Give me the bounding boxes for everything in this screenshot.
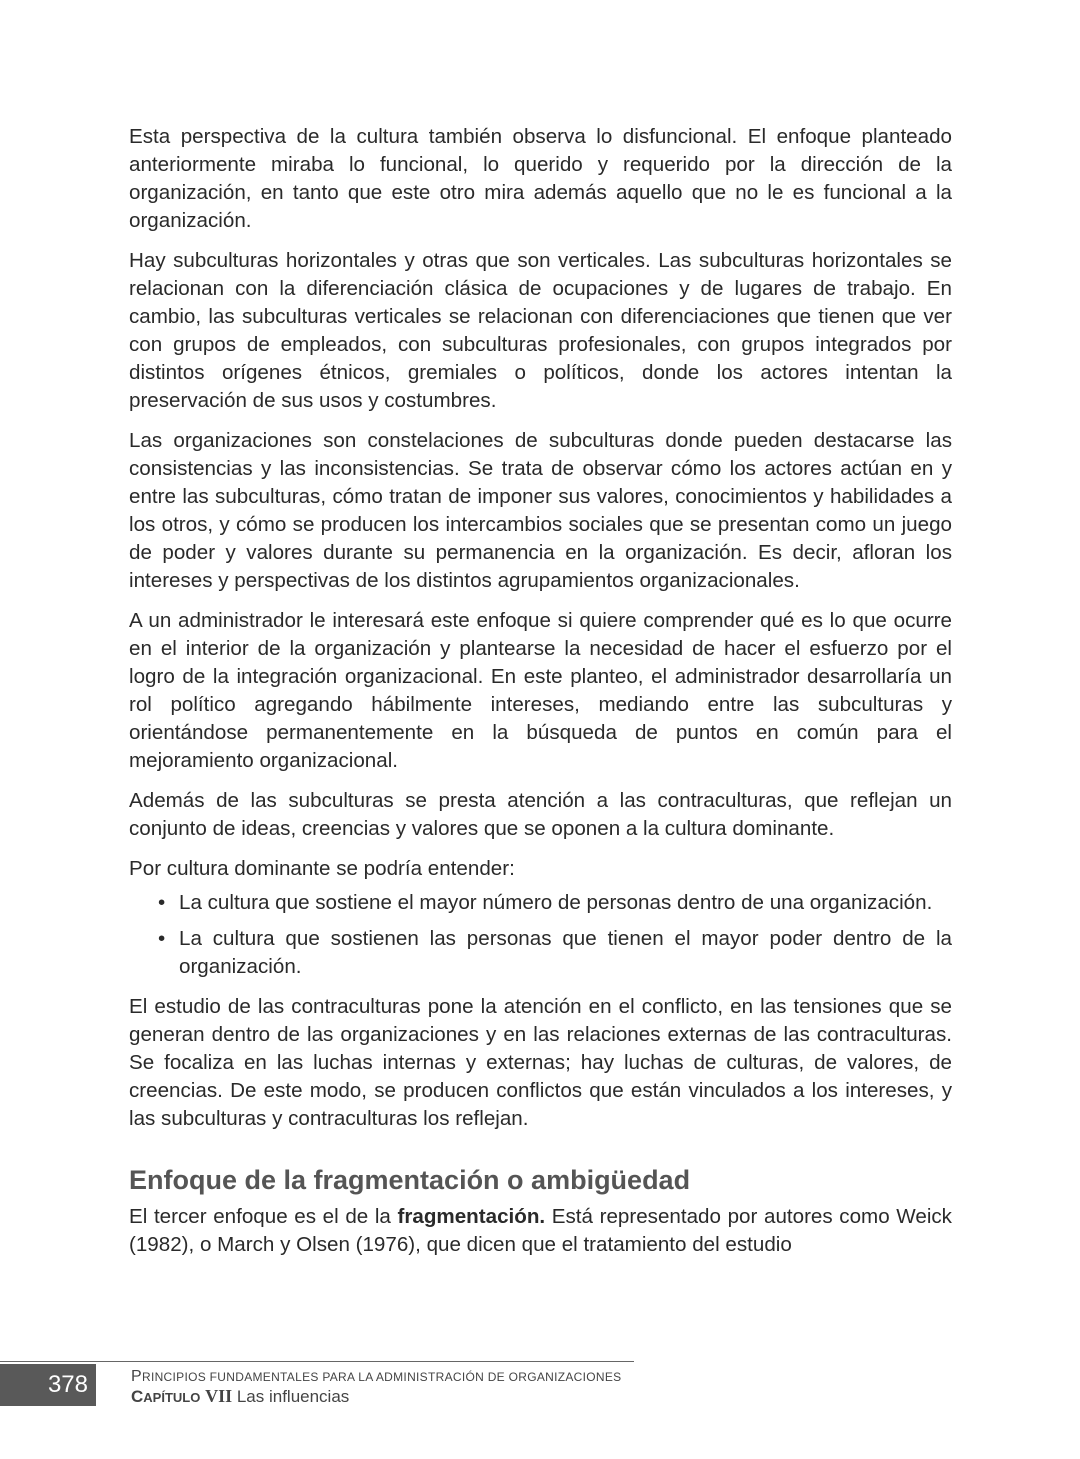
running-chapter [131, 1386, 349, 1408]
bullet-list [129, 889, 952, 981]
intro-text-end: Está representado por autores como Weick (1982), o March y Olsen (1976), que dicen que el tratamiento del estudio [129, 1205, 952, 1256]
list-item [129, 925, 952, 981]
page-number: 378 [0, 1364, 96, 1406]
intro-text-start: El tercer enfoque es el de la [129, 1205, 398, 1228]
chapter-label-initial: C [131, 1387, 144, 1406]
book-title-rest: RINCIPIOS FUNDAMENTALES PARA LA ADMINISTRACIÓN DE ORGANIZACIONES [141, 1370, 622, 1384]
chapter-title: Las influencias [236, 1387, 350, 1406]
intro-bold-term: fragmentación. [397, 1205, 546, 1228]
page-body [129, 123, 952, 1271]
chapter-label-rest: APÍTULO [143, 1390, 201, 1405]
list-item [129, 889, 952, 917]
bullet-icon: • [158, 891, 166, 914]
paragraph-administrador: A un administrador le interesará este enfoque si quiere comprender qué es lo que ocurre en el interior de la organización y plantearse la necesidad de hacer el esfuerzo por el logro de la integración organizacional. En este planteo, el administrador desarrollaría un rol político agregando hábilmente intereses, mediando entre las subculturas y orientándose permanentemente en la búsqueda de puntos en común para el mejoramiento organizacional. [129, 609, 952, 772]
bullet-icon: • [158, 927, 166, 950]
paragraph-estudio-contraculturas: El estudio de las contraculturas pone la atención en el conflicto, en las tensiones que se generan dentro de las organizaciones y en las relaciones externas de las contraculturas. Se focaliza en las luchas internas y externas; hay luchas de culturas, de valores, de creencias. De este modo, se producen conflictos que están vinculados a los intereses, y las subculturas y contraculturas los reflejan. [129, 995, 952, 1130]
list-item-text: La cultura que sostiene el mayor número de personas dentro de una organización. [179, 891, 933, 914]
paragraph-fragmentacion [129, 1203, 952, 1259]
running-book-title [131, 1368, 621, 1386]
paragraph-cultura-dominante: Por cultura dominante se podría entender: [129, 857, 515, 880]
section-heading: Enfoque de la fragmentación o ambigüedad [129, 1165, 691, 1195]
paragraph-subculturas: Hay subculturas horizontales y otras que son verticales. Las subculturas horizontales se relacionan con la diferenciación clásica de ocupaciones y de lugares de trabajo. En cambio, las subculturas verticales se relacionan con diferenciaciones que tienen que ver con grupos de empleados, con subculturas profesionales, con grupos integrados por distintos orígenes étnicos, gremiales o políticos, donde los actores intentan la preservación de sus usos y costumbres. [129, 249, 952, 412]
book-title-initial: P [131, 1368, 142, 1385]
paragraph-constelaciones: Las organizaciones son constelaciones de subculturas donde pueden destacarse las consistencias y las inconsistencias. Se trata de observar cómo los actores actúan en y entre las subculturas, cómo tratan de imponer sus valores, conocimientos y habilidades a los otros, y cómo se producen los intercambios sociales que se presentan como un juego de poder y valores durante su permanencia en la organización. Es decir, afloran los intereses y perspectivas de los distintos agrupamientos organizacionales. [129, 429, 952, 592]
paragraph-contraculturas: Además de las subculturas se presta atención a las contraculturas, que reflejan un conjunto de ideas, creencias y valores que se oponen a la cultura dominante. [129, 789, 952, 840]
chapter-label [131, 1387, 200, 1406]
chapter-number: VII [205, 1386, 233, 1406]
footer-divider [0, 1361, 634, 1362]
paragraph-disfuncional: Esta perspectiva de la cultura también observa lo disfuncional. El enfoque planteado anteriormente miraba lo funcional, lo querido y requerido por la dirección de la organización, en tanto que este otro mira además aquello que no le es funcional a la organización. [129, 125, 952, 232]
list-item-text: La cultura que sostienen las personas que tienen el mayor poder dentro de la organización. [179, 927, 952, 978]
